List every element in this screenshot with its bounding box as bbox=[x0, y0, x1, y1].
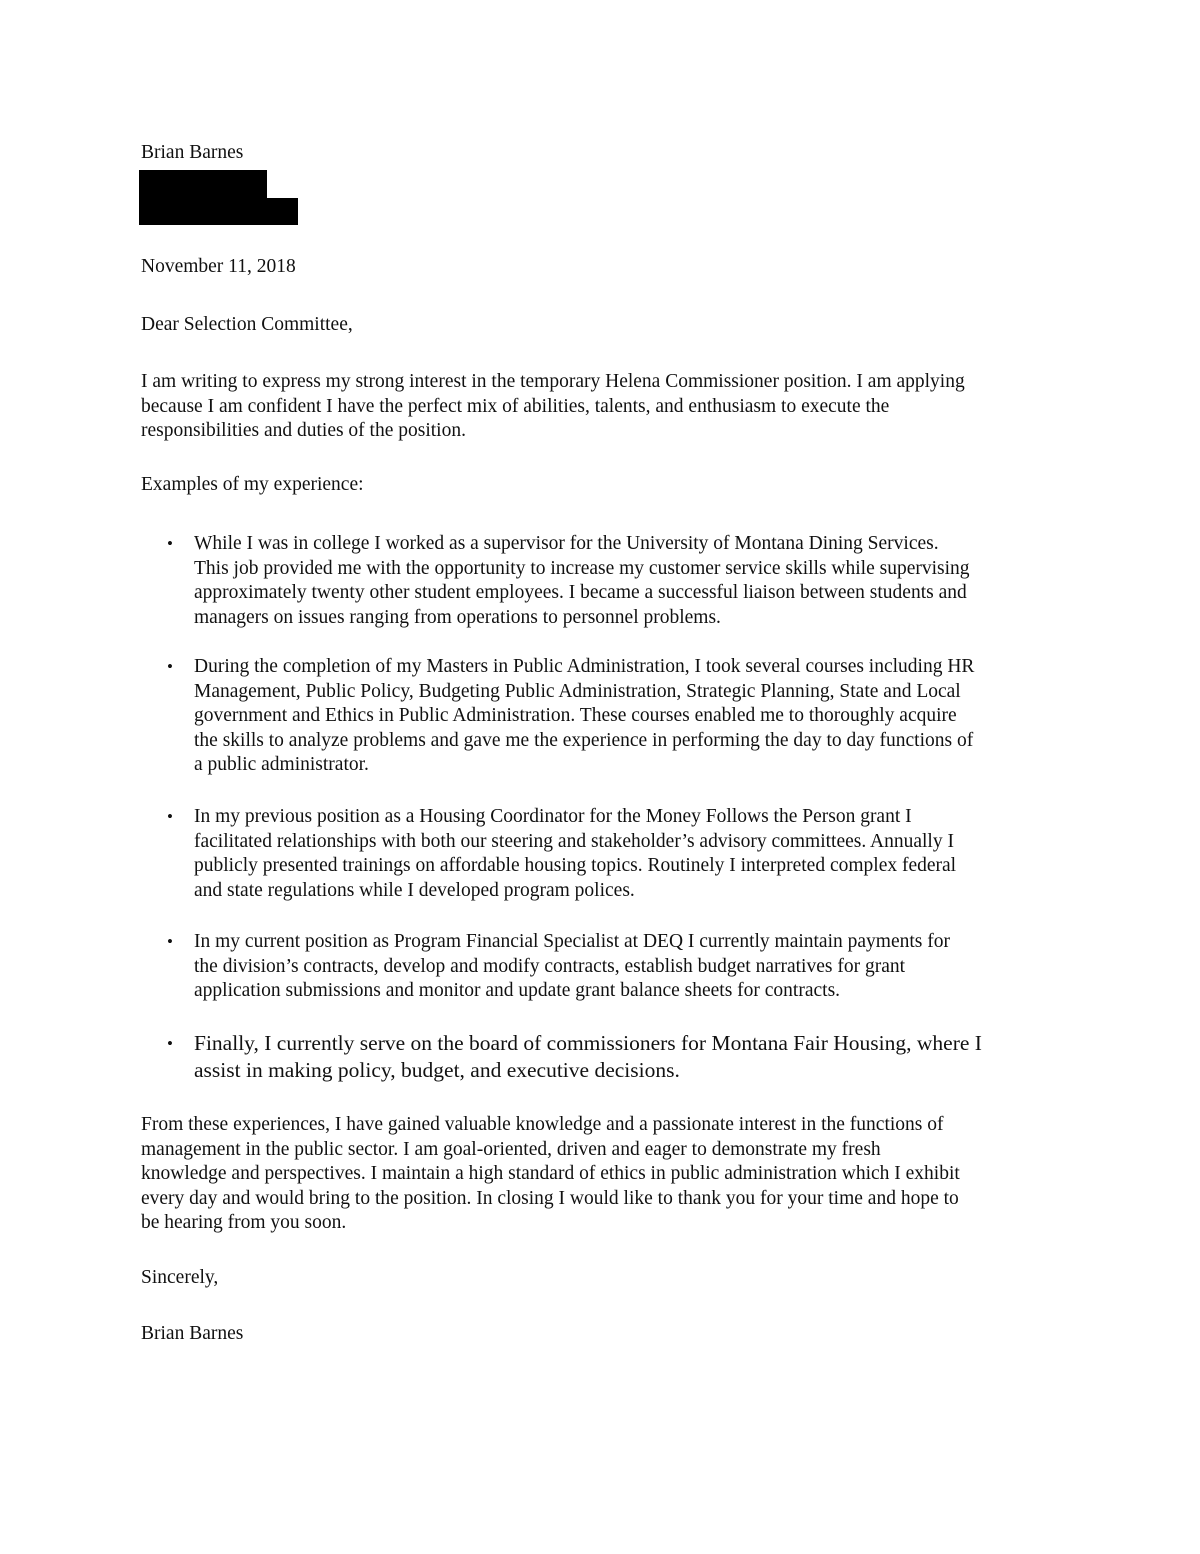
experience-bullet-masters bbox=[167, 655, 1074, 778]
bullet-line: approximately twenty other student employees. I became a successful liaison between students and bbox=[194, 582, 967, 604]
signoff: Sincerely, bbox=[141, 1267, 219, 1288]
closing-line: be hearing from you soon. bbox=[141, 1212, 347, 1234]
letter-date: November 11, 2018 bbox=[141, 256, 296, 277]
bullet-line: a public administrator. bbox=[194, 754, 369, 776]
salutation: Dear Selection Committee, bbox=[141, 314, 353, 335]
experience-bullet-fair-housing bbox=[167, 1030, 1074, 1084]
redacted-address-line-1 bbox=[139, 170, 267, 200]
bullet-line: the division’s contracts, develop and modify contracts, establish budget narratives for grant bbox=[194, 955, 906, 977]
bullet-line: assist in making policy, budget, and executive decisions. bbox=[194, 1058, 680, 1082]
bullet-icon: • bbox=[167, 807, 173, 826]
bullet-line: publicly presented trainings on affordable housing topics. Routinely I interpreted complex federal bbox=[194, 855, 957, 877]
sender-name: Brian Barnes bbox=[141, 142, 244, 163]
bullet-line: This job provided me with the opportunity to increase my customer service skills while supervising bbox=[194, 557, 970, 579]
intro-line: because I am confident I have the perfect mix of abilities, talents, and enthusiasm to execute the bbox=[141, 395, 890, 417]
experience-bullet-housing-coordinator bbox=[167, 805, 1074, 903]
intro-line: responsibilities and duties of the position. bbox=[141, 420, 466, 442]
experience-heading: Examples of my experience: bbox=[141, 474, 364, 495]
bullet-line: application submissions and monitor and update grant balance sheets for contracts. bbox=[194, 980, 841, 1002]
closing-paragraph bbox=[141, 1113, 1071, 1236]
bullet-line: In my previous position as a Housing Coordinator for the Money Follows the Person grant I bbox=[194, 806, 912, 827]
experience-bullet-dining-services bbox=[167, 532, 1074, 630]
bullet-line: and state regulations while I developed program polices. bbox=[194, 879, 635, 901]
closing-line: management in the public sector. I am goal-oriented, driven and eager to demonstrate my fresh bbox=[141, 1138, 881, 1160]
bullet-line: Finally, I currently serve on the board of commissioners for Montana Fair Housing, where I bbox=[194, 1031, 982, 1055]
bullet-icon: • bbox=[167, 657, 173, 676]
bullet-line: During the completion of my Masters in Public Administration, I took several courses including HR bbox=[194, 656, 975, 677]
signature-name: Brian Barnes bbox=[141, 1323, 244, 1344]
closing-line: every day and would bring to the position. In closing I would like to thank you for your time and hope to bbox=[141, 1187, 959, 1209]
closing-line: knowledge and perspectives. I maintain a high standard of ethics in public administration which I exhibit bbox=[141, 1163, 960, 1185]
experience-bullet-deq bbox=[167, 930, 1074, 1004]
intro-paragraph bbox=[141, 370, 1071, 444]
bullet-line: facilitated relationships with both our steering and stakeholder’s advisory committees. Annually I bbox=[194, 830, 954, 852]
bullet-icon: • bbox=[167, 534, 173, 553]
bullet-icon: • bbox=[167, 1034, 173, 1053]
intro-line: I am writing to express my strong interest in the temporary Helena Commissioner position. I am applying bbox=[141, 371, 965, 392]
bullet-line: While I was in college I worked as a supervisor for the University of Montana Dining Services. bbox=[194, 533, 939, 554]
redacted-address-line-2 bbox=[139, 198, 298, 225]
bullet-line: the skills to analyze problems and gave me the experience in performing the day to day functions of bbox=[194, 729, 974, 751]
bullet-line: Management, Public Policy, Budgeting Public Administration, Strategic Planning, State and Local bbox=[194, 680, 961, 702]
bullet-line: In my current position as Program Financial Specialist at DEQ I currently maintain payments for bbox=[194, 931, 950, 952]
closing-line: From these experiences, I have gained valuable knowledge and a passionate interest in the functions of bbox=[141, 1114, 944, 1135]
bullet-line: government and Ethics in Public Administration. These courses enabled me to thoroughly acquire bbox=[194, 705, 957, 727]
bullet-icon: • bbox=[167, 932, 173, 951]
bullet-line: managers on issues ranging from operations to personnel problems. bbox=[194, 606, 721, 628]
